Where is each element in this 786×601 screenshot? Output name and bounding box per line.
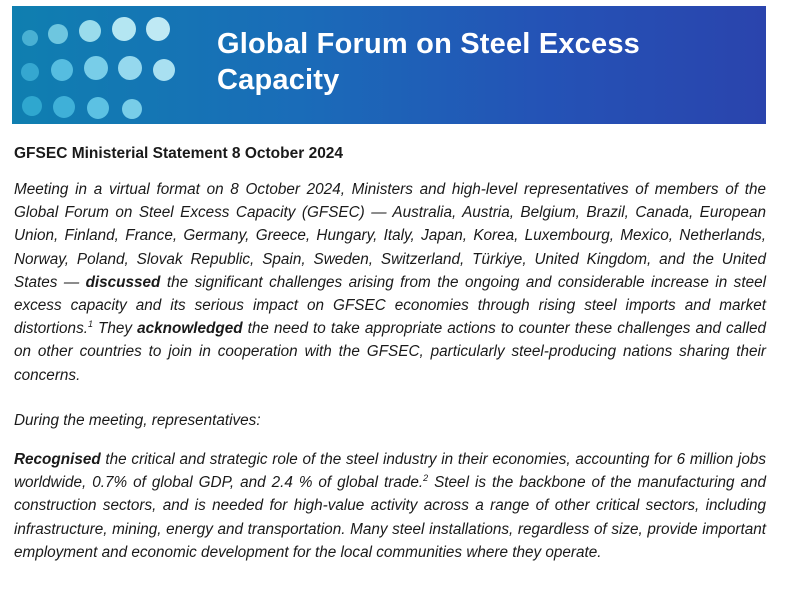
header-banner	[12, 6, 766, 124]
intro-paragraph	[14, 178, 766, 387]
intro-text-4: the need to take appropriate actions to counter these challenges and called on other countries to join in cooperation with the GFSEC, particularly steel-producing nations sharing their concerns.	[14, 320, 766, 384]
intro-text-2: the significant challenges arising from the ongoing and considerable increase in steel excess capacity and its serious impact on GFSEC economies through rising steel imports and market distortions.	[14, 273, 766, 338]
recognised-text-2: Steel is the backbone of the manufacturing and construction sectors, and is needed for high-value activity across a range of other critical sectors, including infrastructure, mining, energy and transportation. Many steel installations, regardless of size, provide important employment and economic development for the local communities where they operate.	[14, 474, 766, 561]
bold-acknowledged: acknowledged	[137, 320, 243, 338]
intro-text-1: Meeting in a virtual format on 8 October 2024, Ministers and high-level representatives of members of the Global Forum on Steel Excess Capacity (GFSEC) — Australia, Austria, Belgium, Brazil, Canada, European Union, Finland, France, Germany, Greece, Hungary, Italy, Japan, Korea, Luxembourg, Mexico, Netherlands, Norway, Poland, Slovak Republic, Spain, Sweden, Switzerland, Türkiye, United Kingdom, and the United States —	[14, 181, 766, 291]
recognised-text-1: the critical and strategic role of the steel industry in their economies, accounting for 6 million jobs worldwide, 0.7% of global GDP, and 2.4 % of global trade.	[14, 451, 766, 492]
banner-title: Global Forum on Steel Excess Capacity	[217, 28, 640, 96]
meeting-paragraph: During the meeting, representatives:	[14, 412, 261, 429]
statement-heading: GFSEC Ministerial Statement 8 October 2024	[14, 145, 344, 162]
bold-discussed: discussed	[85, 273, 161, 291]
footnote-ref-1[interactable]: 1	[87, 319, 93, 330]
dots-logo-graphic	[12, 6, 212, 124]
recognised-paragraph	[14, 448, 766, 564]
intro-text-3: They	[92, 320, 138, 338]
bold-recognised: Recognised	[14, 451, 101, 468]
footnote-ref-2[interactable]: 2	[423, 473, 429, 484]
